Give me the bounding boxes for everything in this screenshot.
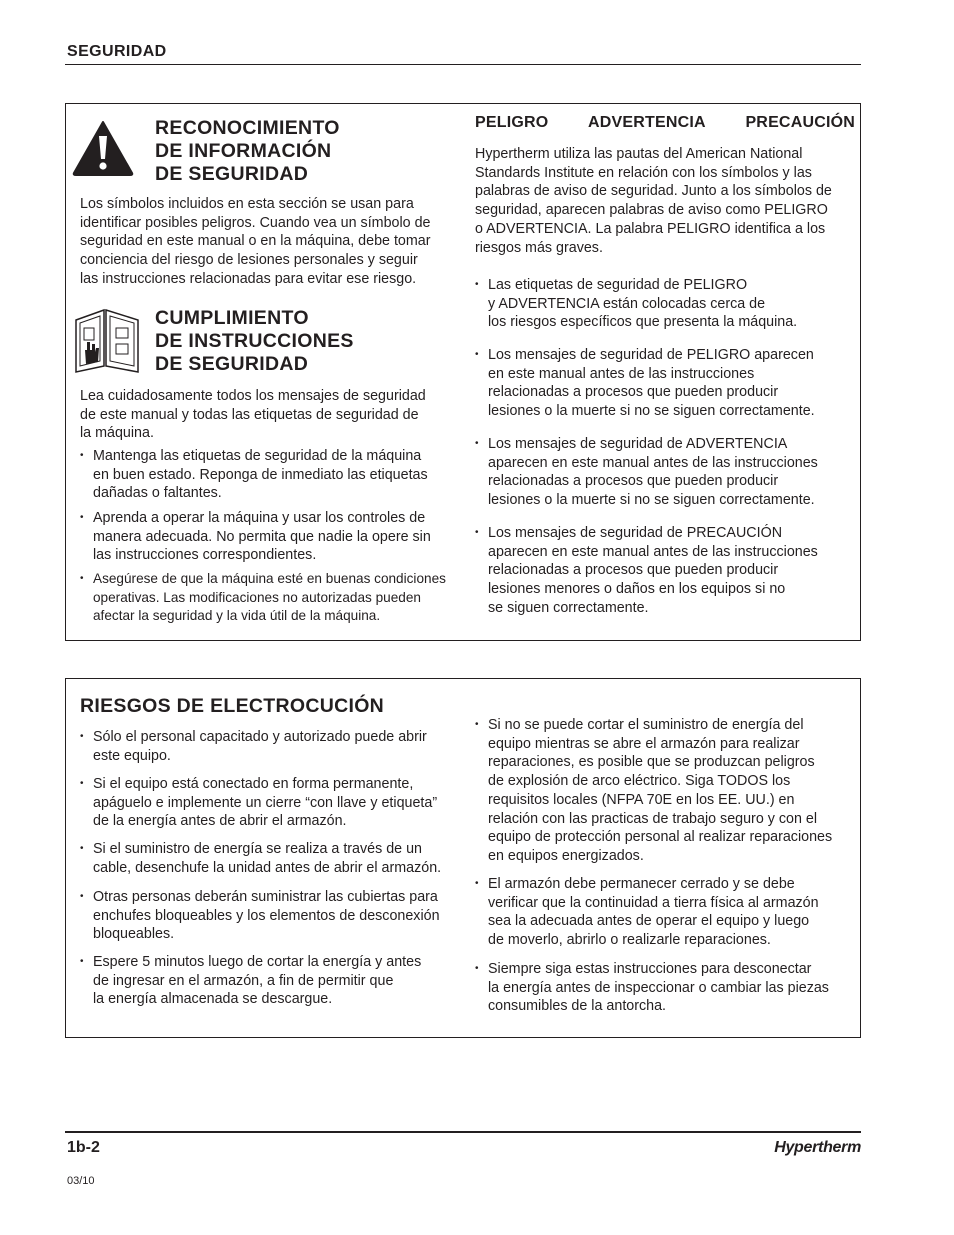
signal-word-caution: PRECAUCIÓN — [745, 114, 855, 131]
signal-bullet-1: • Las etiquetas de seguridad de PELIGRO y ADVERTENCIA están colocadas cerca de los riesgos específicos que presenta la máquina. — [475, 276, 797, 332]
comply-bullet-3: • Asegúrese de que la máquina esté en buenas condiciones operativas. Las modificaciones no autorizadas pueden afectar la seguridad y la vida útil de la máquina. — [80, 570, 446, 626]
comply-title: CUMPLIMIENTO DE INSTRUCCIONES DE SEGURIDAD — [155, 307, 354, 375]
signal-bullet-3: • Los mensajes de seguridad de ADVERTENCIA aparecen en este manual antes de las instrucciones relacionadas a procesos que pueden producir lesiones o la muerte si no se siguen correctamente. — [475, 435, 818, 510]
electro-left-bullet-2: • Si el equipo está conectado en forma permanente, apáguelo e implemente un cierre “con llave y etiqueta” de la energía antes de abrir el armazón. — [80, 775, 437, 831]
revision-date: 03/10 — [67, 1175, 95, 1187]
recognize-text: Los símbolos incluidos en esta sección se usan para identificar posibles peligros. Cuando vea un símbolo de seguridad en este manual o en la máquina, debe tomar conciencia del riesgo de lesiones personales y seguir las instrucciones relacionadas para evitar ese riesgo. — [80, 196, 431, 287]
signal-word-danger: PELIGRO — [475, 114, 549, 131]
electro-left-bullet-4: • Otras personas deberán suministrar las cubiertas para enchufes bloqueables y los elementos de desconexión bloqueables. — [80, 888, 440, 944]
footer-divider — [65, 1131, 861, 1133]
electrocution-title: RIESGOS DE ELECTROCUCIÓN — [80, 695, 385, 717]
signal-bullet-2: • Los mensajes de seguridad de PELIGRO aparecen en este manual antes de las instrucciones relacionadas a procesos que pueden producir lesiones o la muerte si no se siguen correctamente. — [475, 346, 815, 421]
header-divider — [65, 64, 861, 65]
brand-logo: Hypertherm — [774, 1139, 861, 1156]
electro-left-bullet-1: • Sólo el personal capacitado y autorizado puede abrir este equipo. — [80, 728, 427, 765]
electro-left-bullet-3: • Si el suministro de energía se realiza a través de un cable, desenchufe la unidad antes de abrir el armazón. — [80, 840, 441, 877]
electro-right-bullet-1: • Si no se puede cortar el suministro de energía del equipo mientras se abre el armazón para realizar reparaciones, es posible que se produzcan peligros de explosión de arco eléctrico. Siga TODOS los requisitos locales (NFPA 70E en los EE. UU.) en relación con las practicas de trabajo seguro y con el equipo de protección personal al realizar reparaciones en equipos energizados. — [475, 716, 832, 866]
comply-bullet-2: • Aprenda a operar la máquina y usar los controles de manera adecuada. No permita que nadie la opere sin las instrucciones correspondientes. — [80, 509, 431, 565]
electro-left-bullet-5: • Espere 5 minutos luego de cortar la energía y antes de ingresar en el armazón, a fin de permitir que la energía almacenada se descargue. — [80, 953, 421, 1009]
manual-book-icon — [72, 306, 142, 374]
section-header: SEGURIDAD — [67, 43, 167, 60]
electro-right-bullet-2: • El armazón debe permanecer cerrado y se debe verificar que la continuidad a tierra física al armazón sea la adecuada antes de operar el equipo y luego de moverlo, abrirlo o realizarle reparaciones. — [475, 875, 819, 950]
signal-word-warning: ADVERTENCIA — [588, 114, 706, 131]
electro-right-bullet-3: • Siempre siga estas instrucciones para desconectar la energía antes de inspeccionar o cambiar las piezas consumibles de la antorcha. — [475, 960, 829, 1016]
recognize-title: RECONOCIMIENTO DE INFORMACIÓN DE SEGURIDAD — [155, 117, 340, 185]
comply-bullet-1: • Mantenga las etiquetas de seguridad de la máquina en buen estado. Reponga de inmediato las etiquetas dañadas o faltantes. — [80, 447, 428, 503]
signal-bullet-4: • Los mensajes de seguridad de PRECAUCIÓN aparecen en este manual antes de las instrucciones relacionadas a procesos que pueden producir lesiones menores o daños en los equipos si no se siguen correctamente. — [475, 524, 818, 618]
signal-words — [475, 114, 855, 132]
comply-text: Lea cuidadosamente todos los mensajes de seguridad de este manual y todas las etiquetas de seguridad de la máquina. — [80, 388, 426, 442]
page-number: 1b-2 — [67, 1139, 100, 1156]
warning-triangle-icon — [72, 120, 134, 176]
signal-intro: Hypertherm utiliza las pautas del American National Standards Institute en relación con los símbolos y las palabras de aviso de seguridad. Junto a los símbolos de seguridad, aparecen palabras de aviso como PELIGRO o ADVERTENCIA. La palabra PELIGRO identifica a los riesgos más graves. — [475, 146, 832, 256]
